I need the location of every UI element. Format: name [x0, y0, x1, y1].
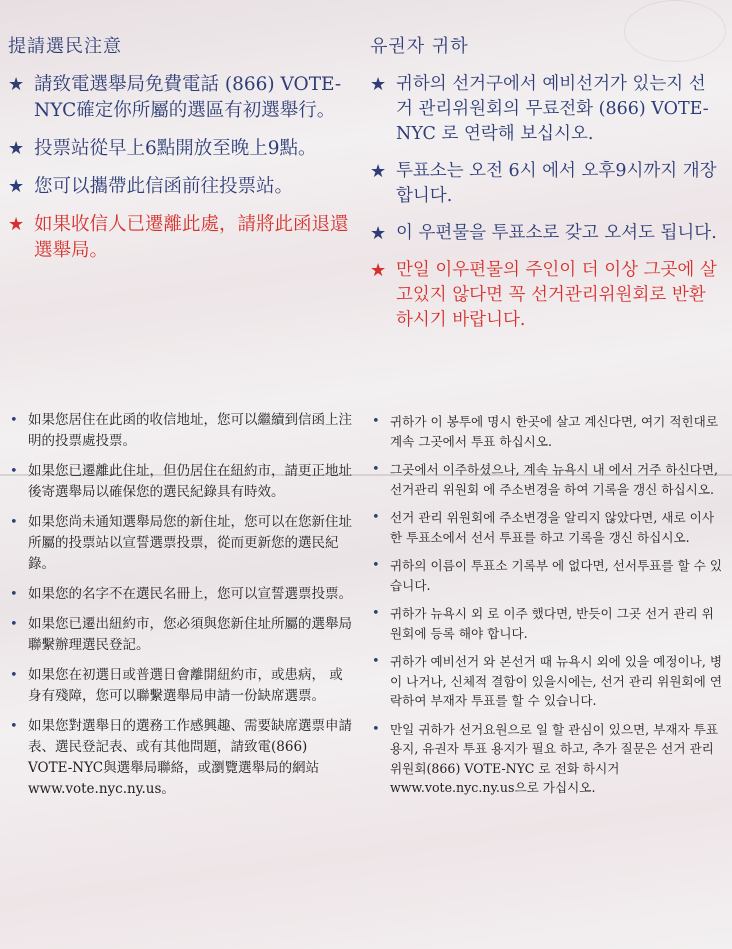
korean-bullet-list — [370, 412, 722, 807]
bullet-icon: • — [10, 719, 18, 734]
korean-notice-item — [370, 258, 720, 333]
star-icon: ★ — [8, 138, 25, 159]
chinese-bullet-text: 如果您已遷出紐約市，您必須與您新住址所屬的選舉局聯繫辦理選民登記。 — [28, 616, 352, 653]
star-icon: ★ — [370, 161, 387, 182]
korean-notice-text: 이 우편물을 투표소로 갖고 오셔도 됩니다. — [396, 223, 717, 243]
star-icon: ★ — [370, 74, 387, 95]
chinese-notice-text: 投票站從早上6點開放至晚上9點。 — [34, 138, 317, 159]
bullet-icon: • — [10, 668, 18, 683]
chinese-notice-text: 請致電選舉局免費電話 (866) VOTE-NYC確定你所屬的選區有初選舉行。 — [34, 74, 342, 121]
star-icon: ★ — [370, 223, 387, 244]
korean-heading: 유권자 귀하 — [370, 36, 469, 57]
chinese-bullet-item — [8, 584, 353, 605]
korean-bullet-text: 만일 귀하가 선거요원으로 일 할 관심이 있으면, 부재자 투표용지, 유권자 투표 용지가 필요 하고, 추가 질문은 선거 관리 위원회(866) VOTE-NYC 로 전화 하시거 www.vote.nyc.ny.us으로 가십시오. — [390, 721, 719, 795]
korean-bullet-item — [370, 412, 722, 451]
chinese-notice-item — [8, 212, 358, 264]
korean-bullet-item — [370, 652, 722, 711]
korean-notice-item — [370, 159, 720, 209]
bullet-icon: • — [372, 721, 380, 737]
korean-notice-text: 투표소는 오전 6시 에서 오후9시까지 개장합니다. — [396, 161, 717, 206]
bullet-icon: • — [10, 413, 18, 428]
korean-notice-section — [370, 32, 720, 345]
chinese-notice-item — [8, 174, 358, 200]
korean-bullet-text: 귀하의 이름이 투표소 기록부 에 없다면, 선서투표를 할 수 있습니다. — [390, 558, 723, 593]
korean-bullet-item — [370, 460, 722, 499]
chinese-bullet-text: 如果您居住在此函的收信地址，您可以繼續到信函上注明的投票處投票。 — [28, 412, 352, 449]
chinese-bullet-text: 如果您對選舉日的選務工作感興趣、需要缺席選票申請表、選民登記表、或有其他問題，請致電(866) VOTE-NYC與選舉局聯絡，或瀏覽選舉局的網站www.vote.nyc.ny.us。 — [28, 718, 352, 797]
korean-bullet-item — [370, 508, 722, 547]
chinese-bullet-item — [8, 665, 353, 707]
bullet-icon: • — [372, 606, 380, 621]
korean-bullet-item — [370, 604, 722, 643]
bullet-icon: • — [372, 510, 380, 525]
star-icon: ★ — [370, 260, 387, 281]
korean-bullet-text: 귀하가 예비선거 와 본선거 때 뉴욕시 외에 있을 예정이나, 병이 나거나, 신체적 결함이 있을시에는, 선거 관리 위원회에 연락하여 부재자 투표를 할 수 있습니다. — [390, 654, 723, 708]
korean-notice-text: 귀하의 선거구에서 예비선거가 있는지 선거 관리위원회의 무료전화 (866) VOTE-NYC 로 연락해 보십시오. — [396, 74, 709, 144]
chinese-notice-item — [8, 72, 358, 124]
chinese-bullet-item — [8, 410, 353, 452]
korean-bullet-text: 귀하가 뉴욕시 외 로 이주 했다면, 반듯이 그곳 선거 관리 위원회에 등록 해야 합니다. — [390, 606, 714, 641]
korean-bullet-text: 그곳에서 이주하셨으나, 계속 뉴욕시 내 에서 거주 하신다면, 선거관리 위원회 에 주소변경을 하여 기록을 갱신 하십시오. — [390, 462, 719, 497]
chinese-bullet-item — [8, 512, 353, 575]
korean-bullet-item — [370, 556, 722, 595]
bullet-icon: • — [372, 558, 380, 573]
korean-notice-item — [370, 221, 720, 246]
chinese-bullet-list — [8, 410, 353, 809]
bullet-icon: • — [372, 414, 380, 429]
star-icon: ★ — [8, 74, 25, 95]
bullet-icon: • — [372, 654, 380, 669]
chinese-bullet-text: 如果您已遷離此住址，但仍居住在紐約市，請更正地址後寄選舉局以確保您的選民紀錄具有時效。 — [28, 463, 352, 500]
bullet-icon: • — [10, 464, 18, 479]
chinese-bullet-item — [8, 614, 353, 656]
bullet-icon: • — [10, 587, 18, 602]
star-icon: ★ — [8, 176, 25, 197]
chinese-notice-section — [8, 32, 358, 276]
korean-bullet-text: 귀하가 이 봉투에 명시 한곳에 살고 계신다면, 여기 적힌대로 계속 그곳에서 투표 하십시오. — [390, 414, 719, 449]
chinese-bullet-text: 如果您尚未通知選舉局您的新住址，您可以在您新住址所屬的投票站以宣誓選票投票，從而更新您的選民紀錄。 — [28, 514, 352, 572]
bullet-icon: • — [10, 515, 18, 530]
chinese-bullet-text: 如果您的名字不在選民名冊上，您可以宣誓選票投票。 — [28, 586, 352, 602]
bullet-icon: • — [10, 617, 18, 632]
korean-bullet-text: 선거 관리 위원회에 주소변경을 알리지 않았다면, 새로 이사한 투표소에서 선서 투표를 하고 기록을 갱신 하십시오. — [390, 510, 714, 545]
star-icon: ★ — [8, 214, 25, 235]
bullet-icon: • — [372, 462, 380, 477]
chinese-notice-item — [8, 136, 358, 162]
korean-notice-item — [370, 72, 720, 147]
chinese-bullet-item — [8, 461, 353, 503]
korean-bullet-item — [370, 720, 722, 798]
chinese-bullet-item — [8, 716, 353, 800]
chinese-bullet-text: 如果您在初選日或普選日會離開紐約市，或患病， 或身有殘障，您可以聯繫選舉局申請一份缺席選票。 — [28, 667, 343, 704]
korean-notice-text: 만일 이우편물의 주인이 더 이상 그곳에 살고있지 않다면 꼭 선거관리위원회로 반환 하시기 바랍니다. — [396, 260, 717, 330]
chinese-notice-text: 您可以攜帶此信函前往投票站。 — [34, 176, 294, 197]
chinese-heading: 提請選民注意 — [8, 36, 122, 57]
chinese-notice-text: 如果收信人已遷離此處，請將此函退還選舉局。 — [34, 214, 349, 261]
